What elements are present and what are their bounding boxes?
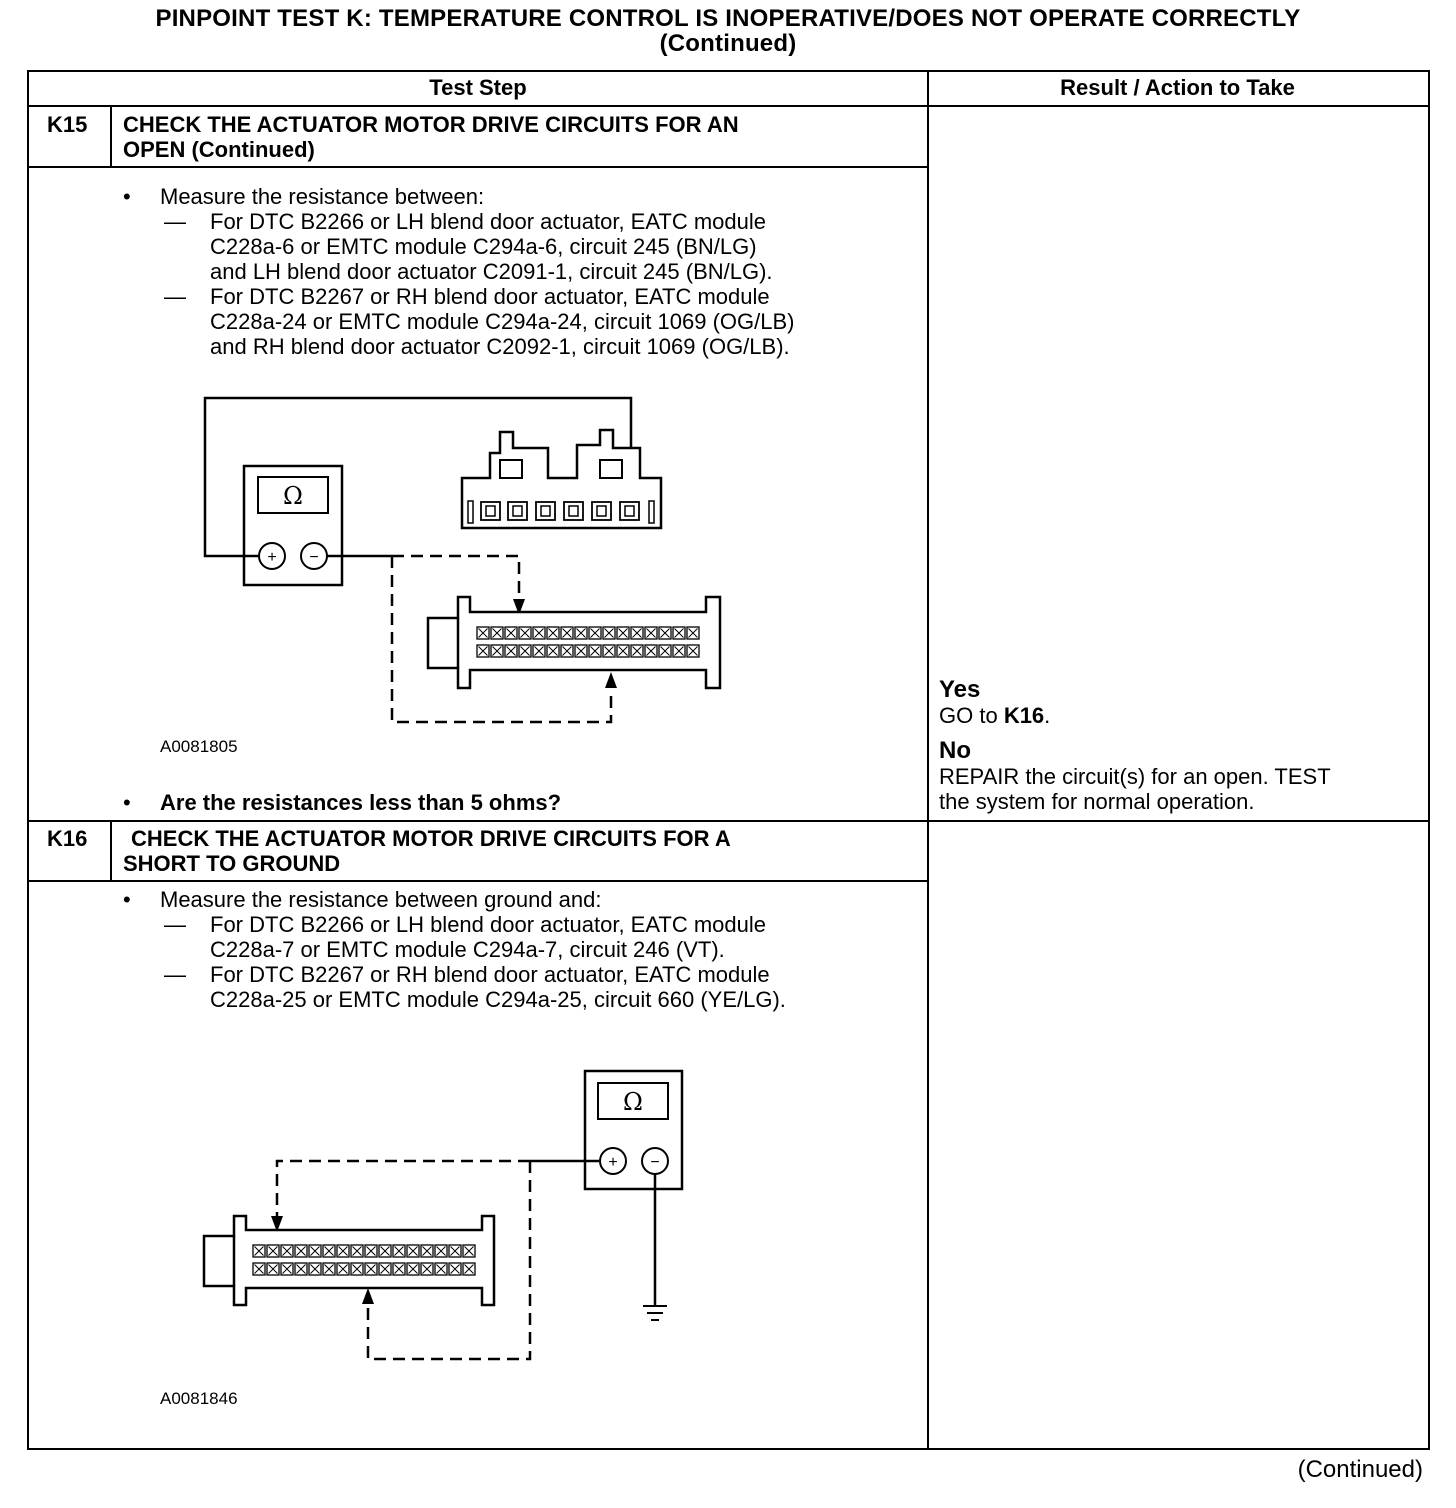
bullet-icon: • bbox=[123, 887, 131, 912]
plus-terminal: + bbox=[608, 1154, 618, 1171]
bullet-icon: • bbox=[123, 790, 131, 815]
k16-figure-id: A0081846 bbox=[160, 1389, 238, 1408]
ground-symbol-icon bbox=[643, 1306, 667, 1320]
eatc-module-connector bbox=[428, 597, 720, 688]
dash-icon: — bbox=[164, 912, 186, 937]
dash-icon: — bbox=[164, 284, 186, 309]
k16-sub2-line-2: C228a-25 or EMTC module C294a-25, circuit 660 (YE/LG). bbox=[210, 987, 786, 1012]
ohm-symbol: Ω bbox=[283, 482, 303, 510]
header-result-action: Result / Action to Take bbox=[1060, 75, 1295, 100]
title-line-1: PINPOINT TEST K: TEMPERATURE CONTROL IS INOPERATIVE/DOES NOT OPERATE CORRECTLY bbox=[155, 5, 1301, 32]
k16-sub1-line-2: C228a-7 or EMTC module C294a-7, circuit 246 (VT). bbox=[210, 937, 725, 962]
dash-icon: — bbox=[164, 962, 186, 987]
k16-heading-line-2: SHORT TO GROUND bbox=[123, 851, 341, 876]
k15-sub1-line-2: C228a-6 or EMTC module C294a-6, circuit 245 (BN/LG) bbox=[210, 234, 757, 259]
k16-wiring-diagram bbox=[204, 1071, 682, 1359]
minus-terminal: − bbox=[650, 1154, 660, 1171]
k16-bullet-text: Measure the resistance between ground and: bbox=[160, 887, 602, 912]
ohmmeter-icon bbox=[244, 466, 342, 585]
k16-sub1-line-1: For DTC B2266 or LH blend door actuator, EATC module bbox=[210, 912, 766, 937]
k15-sub2-line-2: C228a-24 or EMTC module C294a-24, circuit 1069 (OG/LB) bbox=[210, 309, 795, 334]
k15-heading-line-2: OPEN (Continued) bbox=[123, 137, 315, 162]
dash-icon: — bbox=[164, 209, 186, 234]
yes-action-suffix: . bbox=[1044, 703, 1051, 728]
result-no-label: No bbox=[939, 737, 971, 764]
header-test-step: Test Step bbox=[429, 75, 527, 100]
result-no-action-line-1: REPAIR the circuit(s) for an open. TEST bbox=[939, 764, 1331, 789]
ohm-symbol: Ω bbox=[623, 1088, 643, 1116]
yes-action-target: K16 bbox=[1003, 703, 1045, 728]
k15-sub1-line-1: For DTC B2266 or LH blend door actuator, EATC module bbox=[210, 209, 766, 234]
title-line-2: (Continued) bbox=[659, 30, 797, 57]
yes-action-prefix: GO to bbox=[939, 703, 998, 728]
result-no-action-line-2: the system for normal operation. bbox=[939, 789, 1255, 814]
k15-sub1-line-3: and LH blend door actuator C2091-1, circuit 245 (BN/LG). bbox=[210, 259, 773, 284]
k15-heading-line-1: CHECK THE ACTUATOR MOTOR DRIVE CIRCUITS FOR AN bbox=[123, 112, 739, 137]
continued-footer: (Continued) bbox=[1297, 1456, 1423, 1483]
result-yes-label: Yes bbox=[939, 676, 981, 703]
step-id-k16: K16 bbox=[47, 826, 88, 851]
k15-bullet-text: Measure the resistance between: bbox=[160, 184, 485, 209]
k15-wiring-diagram bbox=[205, 398, 720, 722]
ohmmeter-icon bbox=[585, 1071, 682, 1189]
k15-sub2-line-1: For DTC B2267 or RH blend door actuator, EATC module bbox=[210, 284, 770, 309]
k15-figure-id: A0081805 bbox=[160, 737, 238, 756]
step-id-k15: K15 bbox=[47, 112, 88, 137]
bullet-icon: • bbox=[123, 184, 131, 209]
k15-sub2-line-3: and RH blend door actuator C2092-1, circuit 1069 (OG/LB). bbox=[210, 334, 790, 359]
k16-sub2-line-1: For DTC B2267 or RH blend door actuator, EATC module bbox=[210, 962, 770, 987]
k16-heading-line-1: CHECK THE ACTUATOR MOTOR DRIVE CIRCUITS FOR A bbox=[131, 826, 731, 851]
k15-question: Are the resistances less than 5 ohms? bbox=[160, 790, 562, 815]
minus-terminal: − bbox=[309, 549, 319, 566]
eatc-module-connector bbox=[204, 1216, 494, 1305]
plus-terminal: + bbox=[267, 549, 277, 566]
